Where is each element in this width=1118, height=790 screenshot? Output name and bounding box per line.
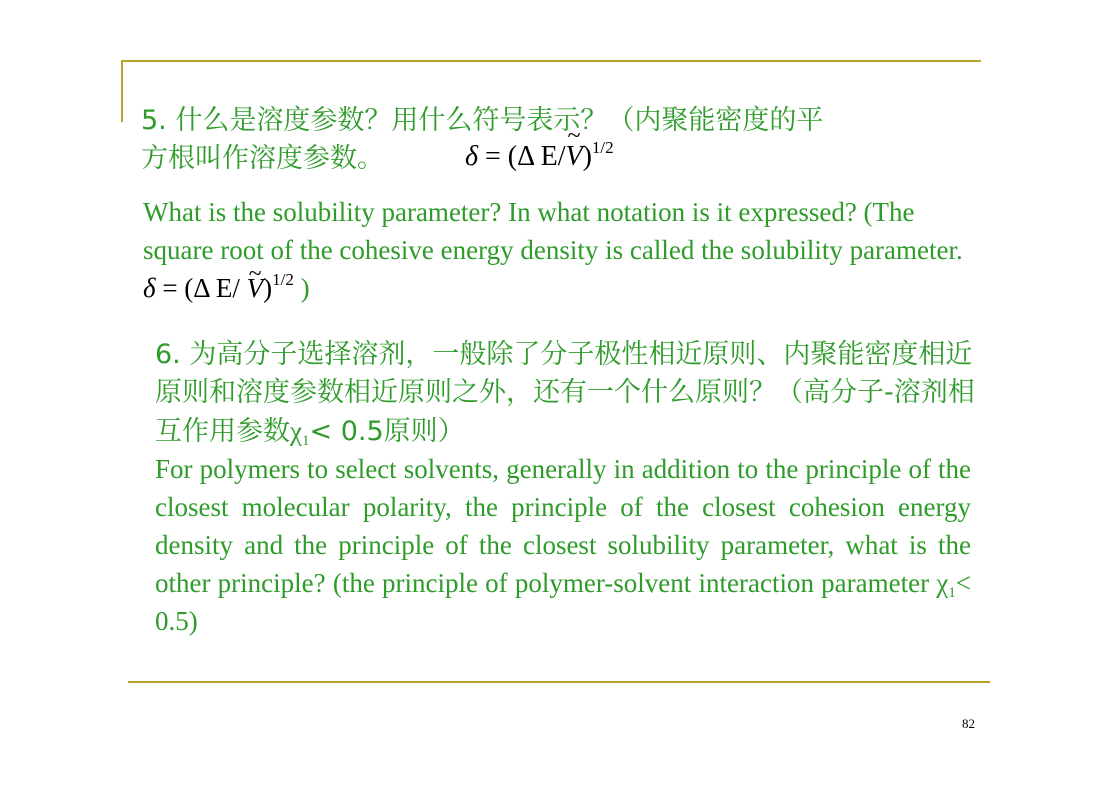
page-number: 82 — [962, 716, 975, 731]
question-5-en-close: ) — [293, 273, 310, 303]
molar-volume-symbol: ~ V — [565, 141, 582, 172]
question-5-zh-line-2: 方根叫作溶度参数。 — [141, 143, 384, 174]
formula-rparen: ) — [263, 273, 273, 303]
question-5-en-formula — [143, 270, 294, 303]
chi-subscript: 1 — [301, 433, 310, 449]
delta-symbol: δ — [465, 141, 479, 172]
formula-lhs: = (Δ E/ — [155, 273, 247, 303]
delta-symbol: δ — [143, 273, 156, 303]
formula-exponent: 1/2 — [591, 138, 614, 157]
chi-symbol: χ — [290, 416, 302, 446]
left-rule — [121, 60, 123, 122]
formula-exponent: 1/2 — [272, 270, 294, 289]
question-5-zh-line-1: 5. 什么是溶度参数？用什么符号表示？（内聚能密度的平 — [141, 105, 824, 136]
chi-subscript: 1 — [948, 585, 956, 601]
question-6-en-tail: < 0.5) — [155, 568, 971, 636]
solubility-parameter-formula — [465, 138, 614, 173]
question-5-en-text: What is the solubility parameter? In what notation is it expressed? (The square root of the cohesive energy density is called the solubility parameter. — [143, 197, 963, 265]
top-rule — [121, 60, 981, 62]
molar-volume-symbol: ~ V — [247, 273, 264, 303]
question-6-en-text: For polymers to select solvents, generally in addition to the principle of the closest molecular polarity, the principle of the closest cohesion energy density and the principle of the closest solubility parameter, what is the other principle? (the principle of polymer-solvent interaction parameter — [155, 454, 971, 598]
formula-rparen: ) — [582, 141, 592, 172]
question-6-zh-tail: < 0.5原则） — [309, 416, 465, 447]
question-6-en — [155, 450, 971, 640]
formula-lhs: = (Δ E/ — [478, 141, 566, 172]
question-6-zh-text: 6. 为高分子选择溶剂，一般除了分子极性相近原则、内聚能密度相近原则和溶度参数相近原则之外，还有一个什么原则？（高分子-溶剂相互作用参数 — [155, 339, 975, 447]
question-6-zh — [155, 336, 975, 451]
bottom-rule — [128, 681, 990, 683]
chi-symbol: χ — [936, 568, 949, 598]
question-5-en — [143, 193, 963, 307]
